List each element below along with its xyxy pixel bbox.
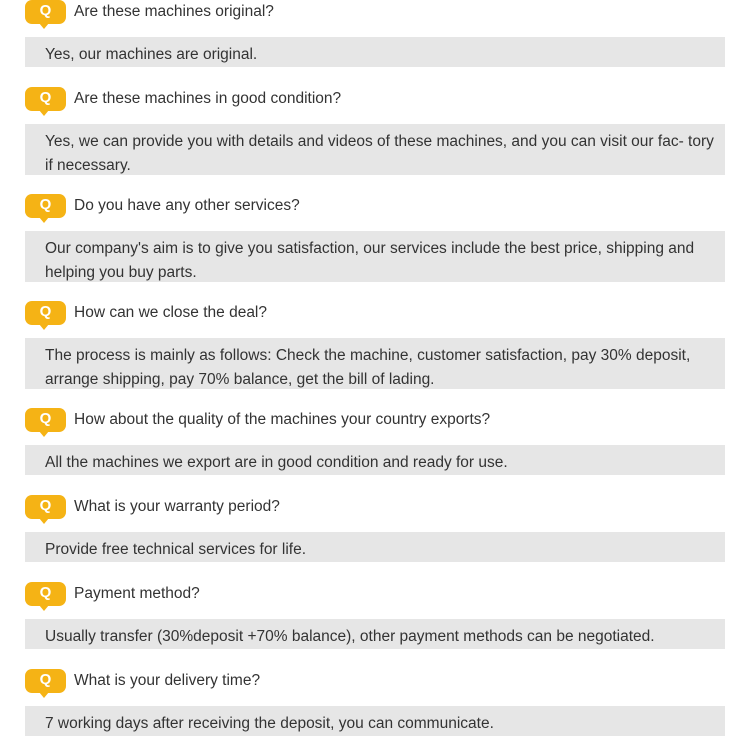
question-badge-icon: Q — [25, 669, 66, 693]
faq-item — [25, 495, 725, 525]
faq-item — [25, 301, 725, 331]
faq-item — [25, 408, 725, 438]
answer-box: All the machines we export are in good condition and ready for use. — [25, 445, 725, 475]
question-row — [25, 0, 725, 30]
question-text: Are these machines in good condition? — [74, 90, 342, 107]
question-text: Payment method? — [74, 585, 200, 602]
question-row — [25, 408, 725, 438]
question-badge-icon: Q — [25, 87, 66, 111]
faq-item — [25, 194, 725, 224]
question-row — [25, 495, 725, 525]
question-text: What is your warranty period? — [74, 498, 280, 515]
faq-item — [25, 582, 725, 612]
answer-box: 7 working days after receiving the deposit, you can communicate. — [25, 706, 725, 736]
answer-box: Yes, our machines are original. — [25, 37, 725, 67]
question-text: How about the quality of the machines your country exports? — [74, 411, 491, 428]
answer-box: The process is mainly as follows: Check the machine, customer satisfaction, pay 30% deposit, arrange shipping, pay 70% balance, get the bill of lading. — [25, 338, 725, 389]
question-badge-icon: Q — [25, 0, 66, 24]
question-badge-icon: Q — [25, 582, 66, 606]
question-text: What is your delivery time? — [74, 672, 261, 689]
question-text: Do you have any other services? — [74, 197, 300, 214]
answer-box: Provide free technical services for life. — [25, 532, 725, 562]
answer-box: Our company's aim is to give you satisfaction, our services include the best price, shipping and helping you buy parts. — [25, 231, 725, 282]
question-badge-icon: Q — [25, 495, 66, 519]
question-row — [25, 301, 725, 331]
answer-box: Usually transfer (30%deposit +70% balance), other payment methods can be negotiated. — [25, 619, 725, 649]
question-text: How can we close the deal? — [74, 304, 268, 321]
faq-item — [25, 0, 725, 30]
question-badge-icon: Q — [25, 194, 66, 218]
question-row — [25, 87, 725, 117]
faq-item — [25, 87, 725, 117]
question-row — [25, 669, 725, 699]
question-row — [25, 582, 725, 612]
question-badge-icon: Q — [25, 408, 66, 432]
question-badge-icon: Q — [25, 301, 66, 325]
question-text: Are these machines original? — [74, 3, 274, 20]
question-row — [25, 194, 725, 224]
faq-item — [25, 669, 725, 699]
answer-box: Yes, we can provide you with details and videos of these machines, and you can visit our fac- tory if necessary. — [25, 124, 725, 175]
